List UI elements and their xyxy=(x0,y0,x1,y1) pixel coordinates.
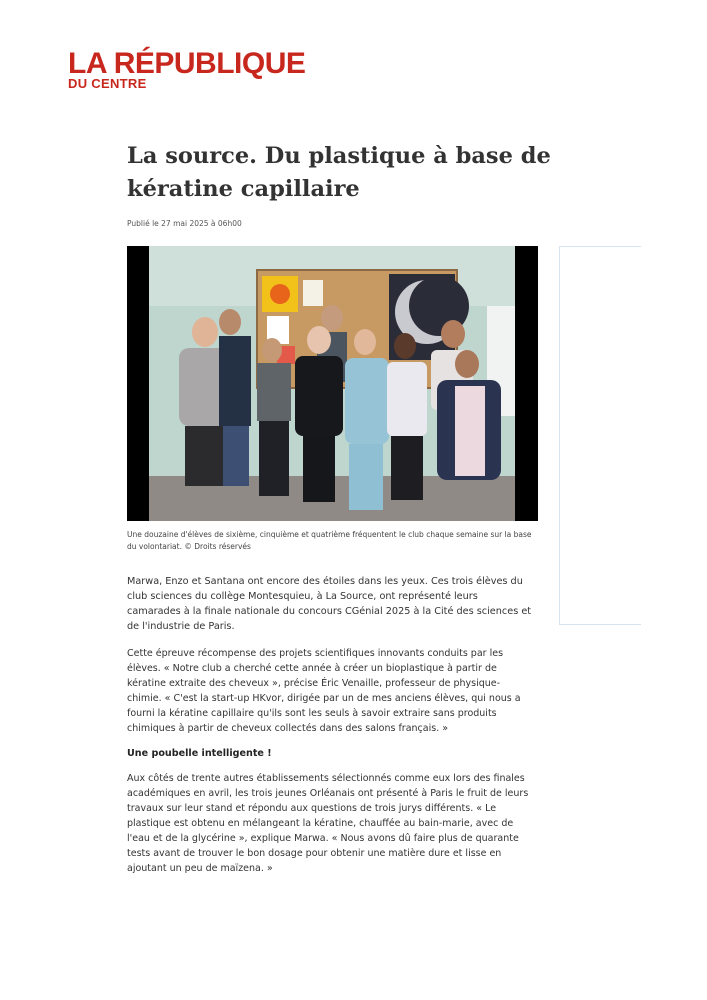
logo-name-bottom: DU CENTRE xyxy=(68,76,147,91)
article-photo[interactable] xyxy=(127,246,538,521)
article-paragraph: Aux côtés de trente autres établissements sélectionnés comme eux lors des finales académiques en avril, les trois jeunes Orléanais ont présenté à Paris le fruit de leurs travaux sur leur stand et répondu aux questions de trois jurys différents. « Le plastique est obtenu en mélangeant la kératine, chauffée au bain-marie, avec de l'eau et de la glycérine », explique Marwa. « Nous avons dû faire plus de quarante tests avant de trouver le bon dosage pour obtenir une matière dure et lisse en ajoutant un peu de maïzena. » xyxy=(127,773,529,874)
article-paragraph: Cette épreuve récompense des projets scientifiques innovants conduits par les élèves. « Notre club a cherché cette année à créer un bioplastique à partir de kératine extraite des cheveux », précise Éric Venaille, professeur de physique-chimie. « C'est la start-up HKvor, dirigée par un de mes anciens élèves, qui nous a fourni la kératine capillaire qu'ils sont les seuls à savoir extraire sans produits chimiques à partir de cheveux collectés dans des salons français. » xyxy=(127,648,521,734)
article-title: La source. Du plastique à base de kératine capillaire xyxy=(127,143,551,202)
article-body xyxy=(127,574,532,886)
publish-date: Publié le 27 mai 2025 à 06h00 xyxy=(127,219,242,228)
sidebar-panel xyxy=(559,246,641,625)
article-subheading: Une poubelle intelligente ! xyxy=(127,748,272,759)
article-paragraph: Marwa, Enzo et Santana ont encore des étoiles dans les yeux. Ces trois élèves du club sciences du collège Montesquieu, à La Source, ont représenté leurs camarades à la finale nationale du concours CGénial 2025 à la Cité des sciences et de l'industrie de Paris. xyxy=(127,576,532,632)
group-photo-illustration xyxy=(127,246,538,521)
logo-name-top: LA RÉPUBLIQUE xyxy=(68,47,306,80)
site-logo[interactable] xyxy=(68,47,306,91)
photo-caption: Une douzaine d'élèves de sixième, cinquième et quatrième fréquentent le club chaque semaine sur la base du volontariat. © Droits réservés xyxy=(127,530,532,551)
